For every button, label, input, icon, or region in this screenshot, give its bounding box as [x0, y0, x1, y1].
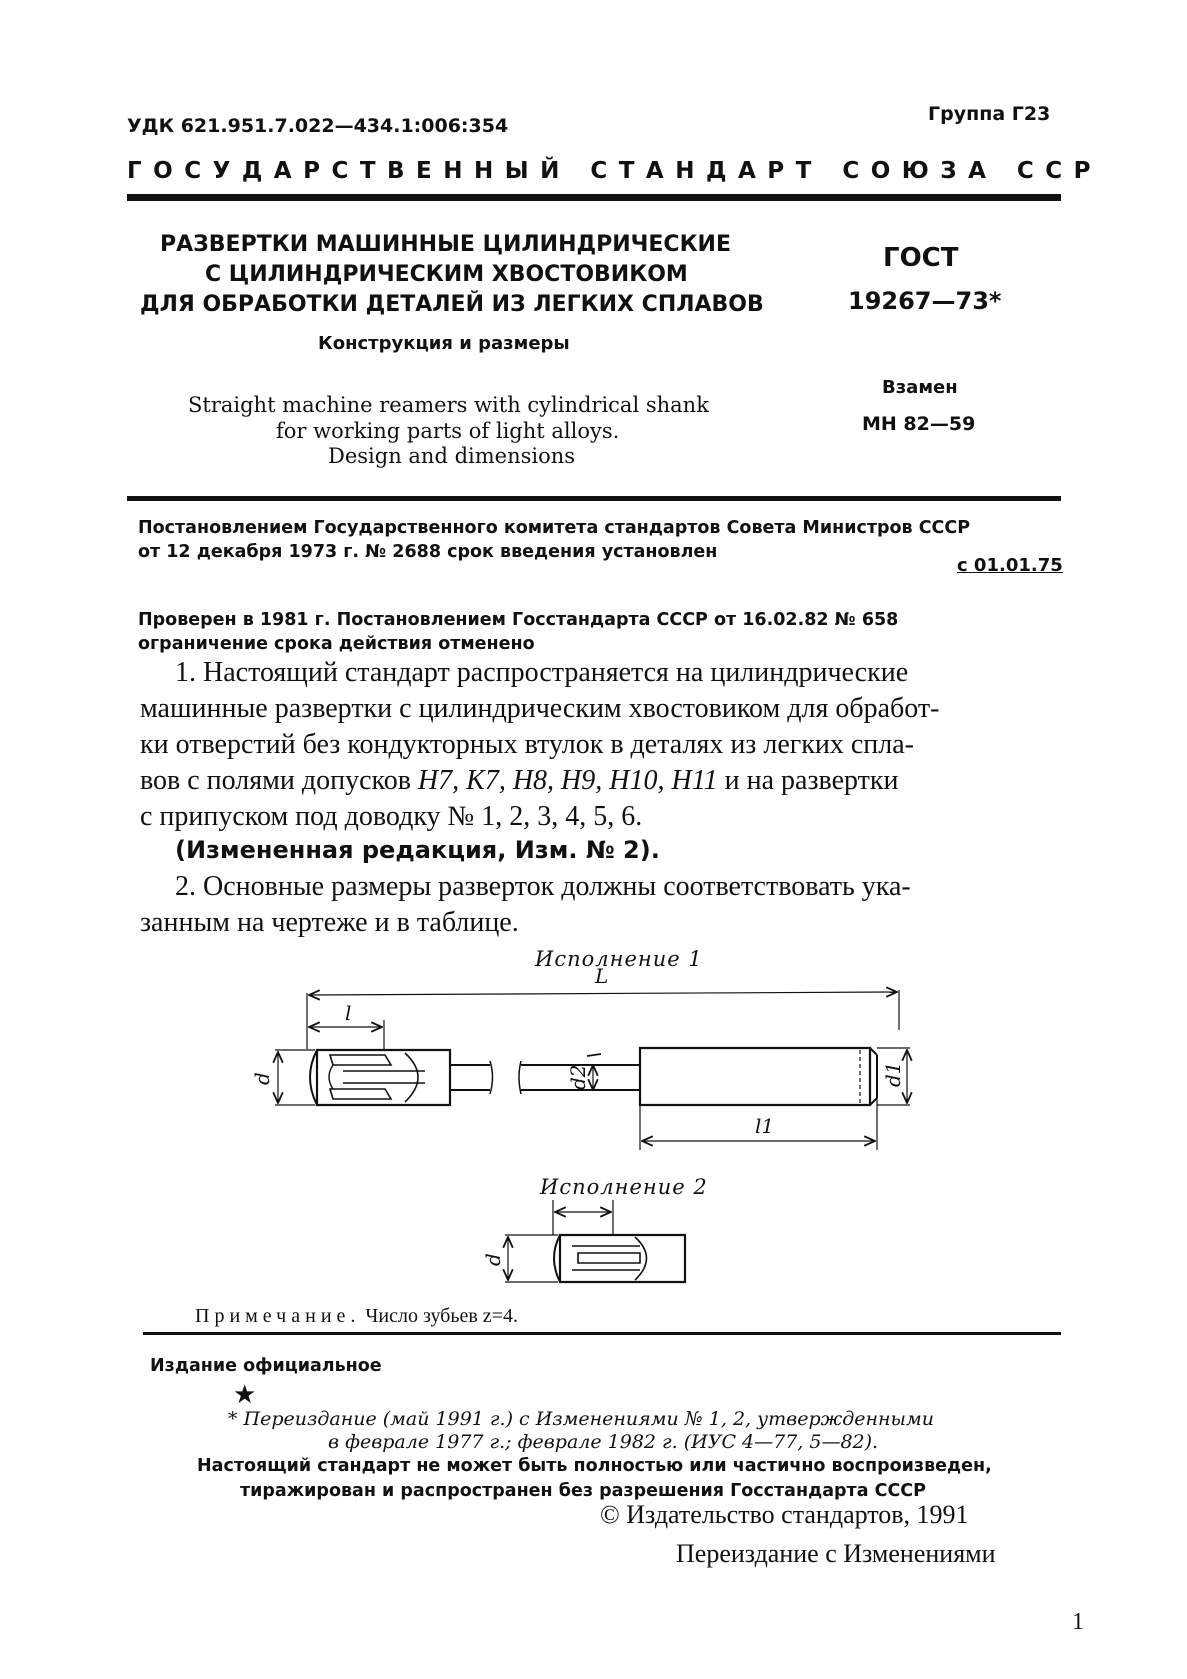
paragraph-1-line-3: ки отверстий без кондукторных втулок в деталях из легких спла- — [140, 729, 914, 760]
title-line-1: РАЗВЕРТКИ МАШИННЫЕ ЦИЛИНДРИЧЕСКИЕ — [160, 232, 732, 257]
paragraph-1-line-4-end: и на развертки — [717, 765, 899, 796]
star-icon: ★ — [233, 1380, 257, 1410]
gost-number: 19267—73* — [848, 287, 1002, 315]
replaces-label: Взамен — [882, 377, 958, 398]
paragraph-1-line-5: с припуском под доводку № 1, 2, 3, 4, 5, 6. — [140, 801, 643, 832]
page-number: 1 — [1072, 1609, 1084, 1635]
dim-label-d2: d2 — [566, 1064, 590, 1090]
english-title-line-1: Straight machine reamers with cylindrical shank — [188, 393, 709, 417]
note-label: Примечание. — [195, 1305, 361, 1327]
checked-line-1: Проверен в 1981 г. Постановлением Госстандарта СССР от 16.02.82 № 658 — [138, 610, 899, 630]
amended-note: (Измененная редакция, Изм. № 2). — [175, 836, 660, 864]
reprint-line-2: в феврале 1977 г.; феврале 1982 г. (ИУС 4—77, 5—82). — [328, 1431, 879, 1453]
official-edition: Издание официальное — [150, 1356, 382, 1376]
decree-line-2: от 12 декабря 1973 г. № 2688 срок введения установлен — [138, 542, 718, 562]
reamer-version-2-drawing — [481, 1190, 720, 1290]
title-rule — [127, 496, 1061, 501]
paragraph-2-line-1: 2. Основные размеры разверток должны соответствовать ука- — [175, 871, 911, 902]
title-subtitle: Конструкция и размеры — [318, 333, 570, 354]
english-title-line-2: for working parts of light alloys. — [276, 419, 620, 443]
tolerance-fields: H7, K7, H8, H9, H10, H11 — [417, 765, 718, 796]
copyright-line-1: Настоящий стандарт не может быть полностью или частично воспроизведен, — [197, 1456, 992, 1476]
reprint-line-1: * Переиздание (май 1991 г.) с Изменениями № 1, 2, утвержденными — [228, 1408, 934, 1430]
paragraph-2-line-2: занным на чертеже и в таблице. — [140, 907, 519, 938]
note — [195, 1305, 518, 1328]
publisher: © Издательство стандартов, 1991 — [600, 1500, 969, 1529]
reamer-version-1-drawing — [250, 964, 955, 1140]
gost-label: ГОСТ — [883, 243, 959, 273]
state-standard-heading: ГОСУДАРСТВЕННЫЙ СТАНДАРТ СОЮЗА ССР — [127, 158, 1103, 184]
group-code: Группа Г23 — [928, 103, 1051, 125]
english-title-line-3: Design and dimensions — [328, 444, 576, 468]
version-1-caption: Исполнение 1 — [535, 947, 703, 971]
paragraph-1-line-4-start: вов с полями допусков — [140, 765, 418, 796]
version-2-caption: Исполнение 2 — [540, 1175, 708, 1199]
paragraph-1-line-2: машинные развертки с цилиндрическим хвостовиком для обработ- — [140, 693, 940, 724]
dim-label-l: l — [345, 1001, 352, 1025]
reissue-note: Переиздание с Изменениями — [676, 1539, 996, 1568]
footer-rule — [143, 1332, 1061, 1335]
dim-label-l1: l1 — [755, 1114, 775, 1138]
dim-label-d: d — [250, 1072, 274, 1085]
note-text: Число зубьев z=4. — [365, 1305, 518, 1327]
title-line-2: С ЦИЛИНДРИЧЕСКИМ ХВОСТОВИКОМ — [205, 262, 688, 287]
dim-label-d1: d1 — [881, 1061, 905, 1087]
title-line-3: ДЛЯ ОБРАБОТКИ ДЕТАЛЕЙ ИЗ ЛЕГКИХ СПЛАВОВ — [140, 292, 764, 317]
udk-code: УДК 621.951.7.022—434.1:006:354 — [127, 115, 509, 137]
checked-line-2: ограничение срока действия отменено — [138, 634, 535, 654]
dim-label-d-version-2: d — [481, 1253, 505, 1266]
replaces-value: МН 82—59 — [862, 413, 976, 435]
copyright-line-2: тиражирован и распространен без разрешения Госстандарта СССР — [240, 1481, 926, 1501]
decree-line-1: Постановлением Государственного комитета стандартов Совета Министров СССР — [138, 518, 971, 538]
paragraph-1-line-4 — [140, 763, 898, 799]
header-rule — [127, 194, 1061, 201]
paragraph-1-line-1: 1. Настоящий стандарт распространяется на цилиндрические — [175, 657, 909, 688]
effective-date: с 01.01.75 — [957, 555, 1063, 576]
dim-label-L: L — [595, 964, 609, 988]
